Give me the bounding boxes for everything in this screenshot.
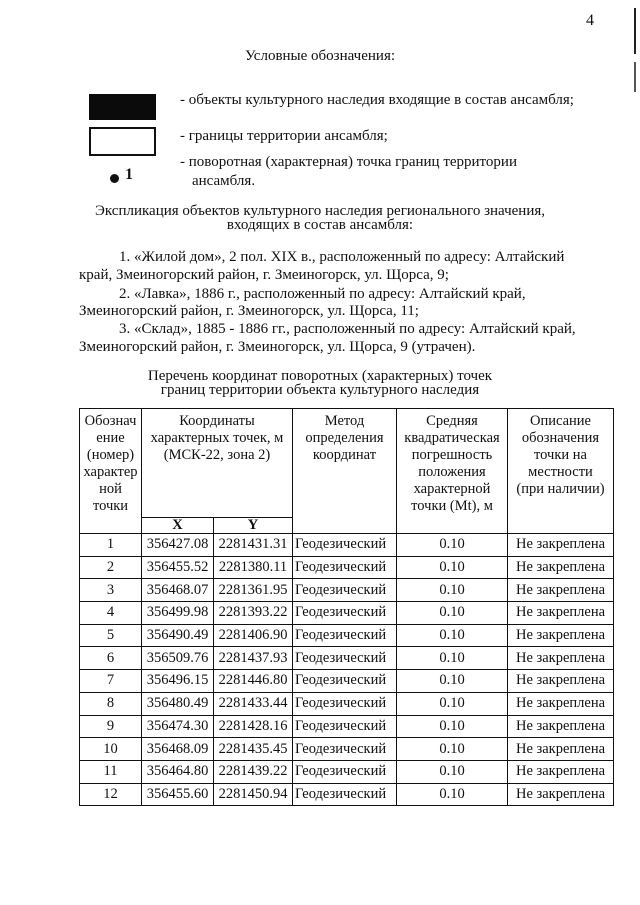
- method-cell: Геодезический: [293, 556, 397, 579]
- y-coordinate-cell: 2281446.80: [214, 670, 293, 693]
- method-cell: Геодезический: [293, 760, 397, 783]
- x-coordinate-cell: 356474.30: [142, 715, 214, 738]
- table-row: [80, 670, 614, 693]
- explication-item-2-line2: Змеиногорский район, г. Змеиногорск, ул. Щорса, 11;: [79, 303, 419, 319]
- x-coordinate-cell: 356455.52: [142, 556, 214, 579]
- x-coordinate-cell: 356499.98: [142, 602, 214, 625]
- accuracy-cell: 0.10: [397, 715, 508, 738]
- x-coordinate-cell: 356427.08: [142, 534, 214, 557]
- heritage-objects-swatch: [89, 94, 156, 120]
- method-cell: Геодезический: [293, 534, 397, 557]
- y-coordinate-cell: 2281361.95: [214, 579, 293, 602]
- point-number-cell: 11: [80, 760, 142, 783]
- table-row: [80, 624, 614, 647]
- method-cell: Геодезический: [293, 624, 397, 647]
- header-designation: Обознач ение (номер) характер ной точки: [80, 409, 142, 534]
- accuracy-cell: 0.10: [397, 579, 508, 602]
- description-cell: Не закреплена: [508, 738, 614, 761]
- description-cell: Не закреплена: [508, 534, 614, 557]
- x-coordinate-cell: 356509.76: [142, 647, 214, 670]
- legend-item-turning-point-line2: ансамбля.: [192, 173, 256, 189]
- table-row: [80, 556, 614, 579]
- method-cell: Геодезический: [293, 783, 397, 806]
- y-coordinate-cell: 2281435.45: [214, 738, 293, 761]
- method-cell: Геодезический: [293, 738, 397, 761]
- accuracy-cell: 0.10: [397, 624, 508, 647]
- point-number-cell: 4: [80, 602, 142, 625]
- x-coordinate-cell: 356468.07: [142, 579, 214, 602]
- coordinates-table: [79, 408, 614, 806]
- point-number-cell: 6: [80, 647, 142, 670]
- point-number-cell: 7: [80, 670, 142, 693]
- method-cell: Геодезический: [293, 647, 397, 670]
- method-cell: Геодезический: [293, 715, 397, 738]
- point-number-cell: 3: [80, 579, 142, 602]
- table-row: [80, 692, 614, 715]
- legend-item-turning-point-line1: - поворотная (характерная) точка границ территории: [180, 154, 517, 170]
- point-number-cell: 1: [80, 534, 142, 557]
- scan-edge-mark: [634, 62, 636, 92]
- page-number: 4: [586, 12, 594, 29]
- turning-point-label: 1: [125, 166, 133, 183]
- explication-item-3-line2: Змеиногорский район, г. Змеиногорск, ул. Щорса, 9 (утрачен).: [79, 339, 476, 355]
- explication-item-3-line1: 3. «Склад», 1885 - 1886 гг., расположенный по адресу: Алтайский край,: [119, 321, 576, 337]
- accuracy-cell: 0.10: [397, 602, 508, 625]
- table-row: [80, 783, 614, 806]
- description-cell: Не закреплена: [508, 602, 614, 625]
- accuracy-cell: 0.10: [397, 692, 508, 715]
- y-coordinate-cell: 2281393.22: [214, 602, 293, 625]
- y-coordinate-cell: 2281431.31: [214, 534, 293, 557]
- point-number-cell: 5: [80, 624, 142, 647]
- coords-table-title-line2: границ территории объекта культурного наследия: [160, 382, 480, 398]
- accuracy-cell: 0.10: [397, 760, 508, 783]
- description-cell: Не закреплена: [508, 624, 614, 647]
- table-row: [80, 602, 614, 625]
- point-number-cell: 2: [80, 556, 142, 579]
- point-number-cell: 9: [80, 715, 142, 738]
- coords-table-title-line1: Перечень координат поворотных (характерных) точек: [147, 368, 493, 384]
- table-row: [80, 579, 614, 602]
- description-cell: Не закреплена: [508, 647, 614, 670]
- description-cell: Не закреплена: [508, 579, 614, 602]
- x-coordinate-cell: 356464.80: [142, 760, 214, 783]
- header-description: Описание обозначения точки на местности (при наличии): [508, 409, 614, 534]
- y-coordinate-cell: 2281433.44: [214, 692, 293, 715]
- accuracy-cell: 0.10: [397, 647, 508, 670]
- point-number-cell: 8: [80, 692, 142, 715]
- x-coordinate-cell: 356455.60: [142, 783, 214, 806]
- explication-item-1-line2: край, Змеиногорский район, г. Змеиногорск, ул. Щорса, 9;: [79, 267, 449, 283]
- header-method: Метод определения координат: [293, 409, 397, 534]
- table-row: [80, 760, 614, 783]
- accuracy-cell: 0.10: [397, 783, 508, 806]
- description-cell: Не закреплена: [508, 670, 614, 693]
- x-coordinate-cell: 356468.09: [142, 738, 214, 761]
- x-coordinate-cell: 356490.49: [142, 624, 214, 647]
- legend-title: Условные обозначения:: [244, 48, 396, 64]
- legend-item-heritage-objects: - объекты культурного наследия входящие в состав ансамбля;: [180, 92, 574, 108]
- header-y: Y: [214, 518, 293, 534]
- table-row: [80, 647, 614, 670]
- explication-title-line1: Экспликация объектов культурного наследия регионального значения,: [94, 203, 546, 219]
- legend-item-ensemble-boundary: - границы территории ансамбля;: [180, 128, 388, 144]
- header-x: X: [142, 518, 214, 534]
- accuracy-cell: 0.10: [397, 534, 508, 557]
- point-number-cell: 10: [80, 738, 142, 761]
- header-accuracy: Средняя квадратическая погрешность положения характерной точки (Mt), м: [397, 409, 508, 534]
- y-coordinate-cell: 2281450.94: [214, 783, 293, 806]
- table-row: [80, 715, 614, 738]
- method-cell: Геодезический: [293, 602, 397, 625]
- accuracy-cell: 0.10: [397, 556, 508, 579]
- table-row: [80, 534, 614, 557]
- ensemble-boundary-swatch: [89, 127, 156, 156]
- description-cell: Не закреплена: [508, 783, 614, 806]
- method-cell: Геодезический: [293, 692, 397, 715]
- method-cell: Геодезический: [293, 579, 397, 602]
- x-coordinate-cell: 356480.49: [142, 692, 214, 715]
- table-row: [80, 738, 614, 761]
- description-cell: Не закреплена: [508, 556, 614, 579]
- description-cell: Не закреплена: [508, 715, 614, 738]
- coords-table-title: [0, 369, 640, 397]
- point-number-cell: 12: [80, 783, 142, 806]
- header-coordinates: Координаты характерных точек, м (МСК-22, зона 2): [142, 409, 293, 518]
- method-cell: Геодезический: [293, 670, 397, 693]
- y-coordinate-cell: 2281437.93: [214, 647, 293, 670]
- description-cell: Не закреплена: [508, 692, 614, 715]
- y-coordinate-cell: 2281428.16: [214, 715, 293, 738]
- y-coordinate-cell: 2281406.90: [214, 624, 293, 647]
- description-cell: Не закреплена: [508, 760, 614, 783]
- accuracy-cell: 0.10: [397, 670, 508, 693]
- explication-title-line2: входящих в состав ансамбля:: [226, 217, 414, 233]
- turning-point-icon: [110, 174, 119, 183]
- explication-item-2-line1: 2. «Лавка», 1886 г., расположенный по адресу: Алтайский край,: [119, 286, 526, 302]
- y-coordinate-cell: 2281439.22: [214, 760, 293, 783]
- y-coordinate-cell: 2281380.11: [214, 556, 293, 579]
- explication-title: [0, 204, 640, 232]
- explication-item-1-line1: 1. «Жилой дом», 2 пол. XIX в., расположенный по адресу: Алтайский: [119, 249, 565, 265]
- accuracy-cell: 0.10: [397, 738, 508, 761]
- x-coordinate-cell: 356496.15: [142, 670, 214, 693]
